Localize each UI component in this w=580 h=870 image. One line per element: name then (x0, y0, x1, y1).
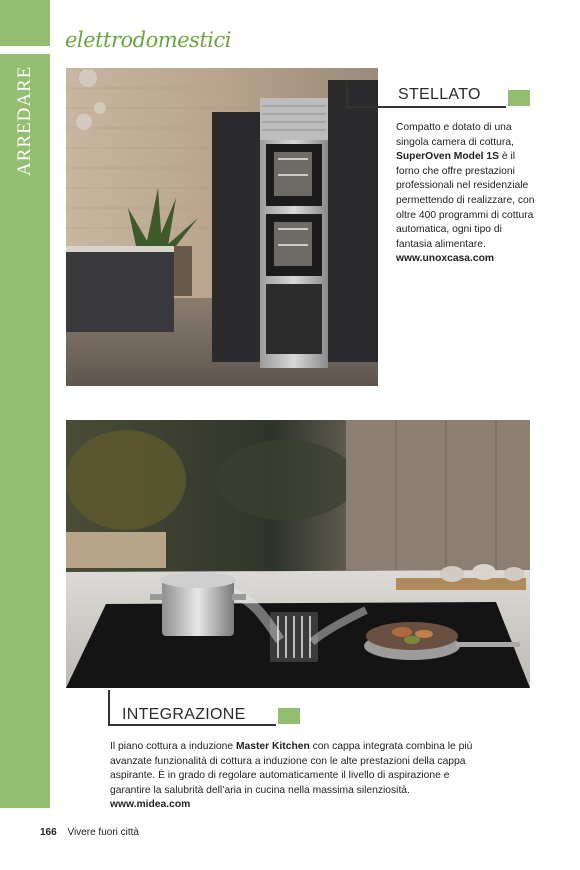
cooktop-photo (66, 420, 530, 688)
page-footer (40, 827, 139, 838)
article2-text (110, 740, 490, 813)
sidebar-section-label: ARREDARE (14, 66, 35, 177)
article1-body: è il forno che offre prestazioni professionali nel residenziale permettendo di realizzare, con oltre 400 programmi di cottura automatica, ogni tipo di fantasia alimentare. (396, 151, 535, 250)
page-number: 166 (40, 827, 57, 838)
article1-intro: Compatto e dotato di una singola camera di cottura, (396, 122, 514, 148)
heading-rule-vertical (346, 82, 348, 108)
heading-rule-horizontal (108, 724, 276, 726)
article2-intro: Il piano cottura a induzione (110, 741, 236, 752)
article1-product-name: SuperOven Model 1S (396, 151, 499, 163)
article1-url: www.unoxcasa.com (396, 253, 495, 265)
article1-heading: STELLATO (398, 86, 481, 103)
sidebar-divider (0, 46, 50, 54)
article2-heading-block (108, 690, 308, 730)
article2-product-name: Master Kitchen (235, 741, 310, 752)
heading-accent-tab (508, 90, 530, 106)
article2-url: www.midea.com (110, 799, 191, 811)
publication-name: Vivere fuori città (67, 827, 139, 838)
article2-body: con cappa integrata combina le più avanzate funzionalità di cottura a induzione con le alte prestazioni della cappa aspirante. È in grado di regolare automaticamente il livello di aspirazione e garantire la salubrità dell’aria in cucina nella massima silenziosità. (110, 741, 473, 796)
article1-text (396, 121, 536, 267)
oven-photo (66, 68, 378, 386)
article1-heading-block (346, 82, 531, 108)
heading-rule-horizontal (346, 106, 506, 108)
section-label: elettrodomestici (65, 28, 231, 52)
heading-accent-tab (278, 708, 300, 724)
heading-rule-vertical (108, 690, 110, 726)
article2-heading: INTEGRAZIONE (122, 706, 246, 723)
